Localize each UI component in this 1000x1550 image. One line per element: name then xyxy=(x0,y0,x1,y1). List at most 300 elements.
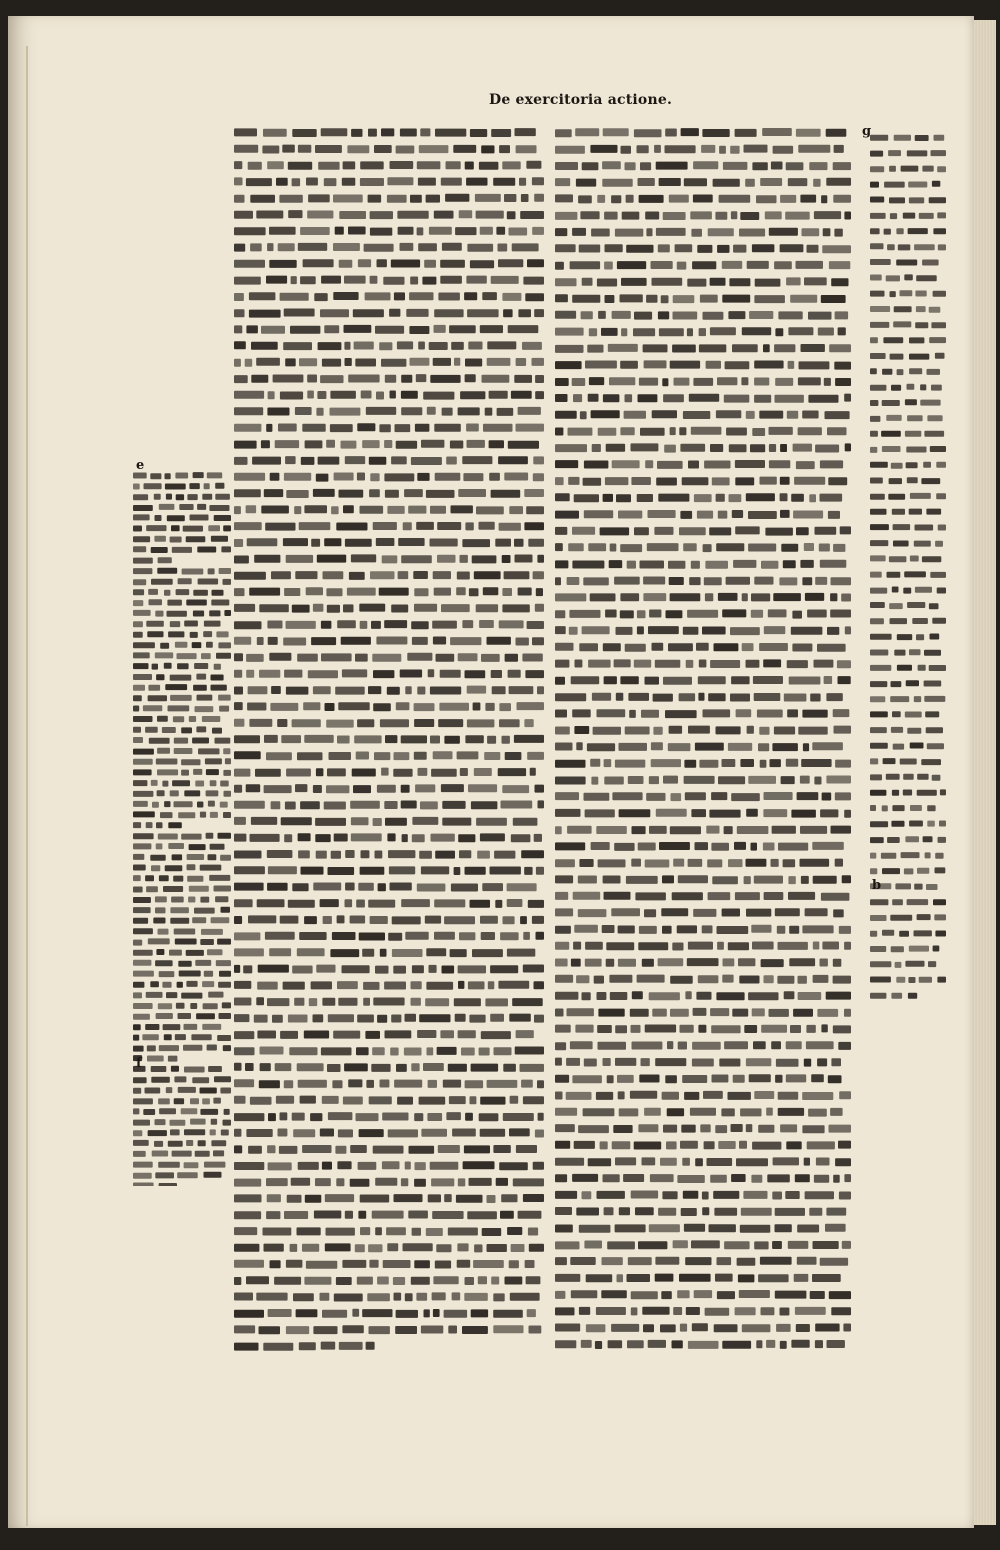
word-glyphs xyxy=(344,325,372,333)
text-line xyxy=(555,609,851,618)
word-glyphs xyxy=(304,916,317,924)
word-glyphs xyxy=(715,1125,727,1133)
word-glyphs xyxy=(638,1241,667,1249)
word-glyphs xyxy=(133,854,144,860)
word-glyphs xyxy=(133,1120,150,1126)
word-glyphs xyxy=(330,408,361,416)
word-glyphs xyxy=(433,358,451,366)
word-glyphs xyxy=(933,899,946,905)
word-glyphs xyxy=(597,992,607,1000)
word-glyphs xyxy=(453,145,476,153)
word-glyphs xyxy=(262,146,279,154)
text-line xyxy=(870,243,946,250)
word-glyphs xyxy=(681,128,699,136)
word-glyphs xyxy=(889,603,903,609)
word-glyphs xyxy=(870,259,891,265)
word-glyphs xyxy=(657,461,683,469)
word-glyphs xyxy=(904,868,914,874)
word-glyphs xyxy=(568,543,584,551)
word-glyphs xyxy=(320,1293,330,1301)
word-glyphs xyxy=(482,883,503,891)
word-glyphs xyxy=(297,654,318,662)
word-glyphs xyxy=(634,129,662,137)
word-glyphs xyxy=(209,505,229,511)
word-glyphs xyxy=(298,243,327,251)
word-glyphs xyxy=(276,1096,294,1104)
word-glyphs xyxy=(672,1340,683,1348)
word-glyphs xyxy=(619,743,648,751)
word-glyphs xyxy=(485,703,494,711)
word-glyphs xyxy=(713,1191,739,1199)
word-glyphs xyxy=(414,1179,426,1187)
text-line xyxy=(234,505,544,514)
word-glyphs xyxy=(633,328,655,336)
word-glyphs xyxy=(417,473,429,481)
word-glyphs xyxy=(870,166,884,172)
word-glyphs xyxy=(716,410,741,418)
word-glyphs xyxy=(838,327,846,335)
word-glyphs xyxy=(621,146,632,154)
word-glyphs xyxy=(370,228,392,236)
word-glyphs xyxy=(665,145,696,153)
word-glyphs xyxy=(446,161,461,169)
word-glyphs xyxy=(480,833,505,841)
word-glyphs xyxy=(491,1277,499,1285)
word-glyphs xyxy=(915,322,928,328)
word-glyphs xyxy=(663,1125,677,1133)
word-glyphs xyxy=(499,719,520,727)
word-glyphs xyxy=(282,145,295,153)
word-glyphs xyxy=(163,1024,181,1030)
word-glyphs xyxy=(740,759,754,767)
word-glyphs xyxy=(234,1079,254,1087)
word-glyphs xyxy=(502,604,529,612)
word-glyphs xyxy=(158,834,178,840)
word-glyphs xyxy=(730,694,750,702)
word-glyphs xyxy=(683,1191,699,1199)
word-glyphs xyxy=(831,1058,841,1066)
word-glyphs xyxy=(870,727,887,733)
word-glyphs xyxy=(444,1194,452,1202)
word-glyphs xyxy=(350,1145,367,1153)
word-glyphs xyxy=(658,958,684,966)
word-glyphs xyxy=(938,525,946,531)
word-glyphs xyxy=(592,444,601,452)
word-glyphs xyxy=(437,1047,457,1055)
word-glyphs xyxy=(677,1290,689,1298)
word-glyphs xyxy=(154,494,161,500)
word-glyphs xyxy=(451,884,478,892)
word-glyphs xyxy=(509,1260,519,1268)
word-glyphs xyxy=(910,556,919,562)
word-glyphs xyxy=(468,784,497,792)
word-glyphs xyxy=(430,687,461,695)
text-line xyxy=(870,946,939,953)
word-glyphs xyxy=(243,965,252,973)
word-glyphs xyxy=(337,1161,351,1169)
word-glyphs xyxy=(792,644,812,652)
word-glyphs xyxy=(663,677,692,685)
word-glyphs xyxy=(280,392,303,400)
word-glyphs xyxy=(608,344,638,352)
word-glyphs xyxy=(632,1042,663,1050)
word-glyphs xyxy=(187,494,197,500)
word-glyphs xyxy=(476,818,507,826)
word-glyphs xyxy=(780,477,790,485)
text-line xyxy=(133,960,231,967)
word-glyphs xyxy=(802,577,812,585)
word-glyphs xyxy=(476,506,504,514)
word-glyphs xyxy=(870,618,884,624)
word-glyphs xyxy=(644,1108,661,1116)
word-glyphs xyxy=(598,1009,624,1017)
word-glyphs xyxy=(744,1025,757,1033)
word-glyphs xyxy=(155,1172,174,1178)
word-glyphs xyxy=(315,145,342,153)
word-glyphs xyxy=(190,1003,197,1009)
word-glyphs xyxy=(889,166,896,172)
word-glyphs xyxy=(645,860,670,868)
word-glyphs xyxy=(368,1244,382,1252)
word-glyphs xyxy=(555,1174,567,1182)
word-glyphs xyxy=(584,1241,602,1249)
word-glyphs xyxy=(693,1008,707,1016)
word-glyphs xyxy=(339,211,366,219)
word-glyphs xyxy=(555,892,568,900)
word-glyphs xyxy=(718,1141,735,1149)
word-glyphs xyxy=(360,161,384,169)
word-glyphs xyxy=(221,907,231,913)
word-glyphs xyxy=(190,1098,199,1104)
word-glyphs xyxy=(760,760,767,768)
word-glyphs xyxy=(469,1015,485,1023)
word-glyphs xyxy=(645,1025,676,1033)
word-glyphs xyxy=(498,244,508,252)
text-line xyxy=(133,589,224,596)
word-glyphs xyxy=(234,195,245,203)
word-glyphs xyxy=(297,1063,324,1071)
word-glyphs xyxy=(339,490,364,498)
word-glyphs xyxy=(781,544,798,552)
word-glyphs xyxy=(223,770,231,776)
word-glyphs xyxy=(722,909,740,917)
word-glyphs xyxy=(323,571,344,579)
word-glyphs xyxy=(208,992,223,998)
word-glyphs xyxy=(192,642,202,648)
word-glyphs xyxy=(207,472,222,478)
word-glyphs xyxy=(491,276,519,284)
word-glyphs xyxy=(133,960,151,966)
word-glyphs xyxy=(495,539,511,547)
word-glyphs xyxy=(306,178,318,186)
word-glyphs xyxy=(870,306,890,312)
word-glyphs xyxy=(465,1080,484,1088)
word-glyphs xyxy=(579,1225,611,1233)
word-glyphs xyxy=(355,359,376,367)
word-glyphs xyxy=(519,178,526,186)
text-line xyxy=(133,1045,231,1052)
text-line xyxy=(870,602,939,609)
word-glyphs xyxy=(268,1162,292,1170)
text-line xyxy=(234,194,544,203)
word-glyphs xyxy=(640,162,651,170)
word-glyphs xyxy=(391,1015,401,1023)
word-glyphs xyxy=(735,129,757,137)
word-glyphs xyxy=(835,311,849,319)
text-line xyxy=(870,166,946,173)
word-glyphs xyxy=(401,391,418,399)
word-glyphs xyxy=(471,1064,499,1072)
word-glyphs xyxy=(903,774,914,780)
word-glyphs xyxy=(914,930,932,936)
word-glyphs xyxy=(286,621,316,629)
word-glyphs xyxy=(251,375,268,383)
word-glyphs xyxy=(405,686,411,694)
text-line xyxy=(555,244,851,253)
word-glyphs xyxy=(555,1291,565,1299)
word-glyphs xyxy=(681,1125,695,1133)
word-glyphs xyxy=(718,511,728,519)
word-glyphs xyxy=(268,866,297,874)
word-glyphs xyxy=(709,810,740,818)
word-glyphs xyxy=(511,1244,525,1252)
text-line xyxy=(870,368,940,375)
word-glyphs xyxy=(424,1309,430,1317)
word-glyphs xyxy=(487,736,496,744)
word-glyphs xyxy=(833,195,851,203)
word-glyphs xyxy=(754,395,771,403)
word-glyphs xyxy=(939,821,946,827)
word-glyphs xyxy=(415,424,430,432)
text-line xyxy=(234,1194,544,1203)
word-glyphs xyxy=(189,844,206,850)
text-line xyxy=(234,227,544,236)
word-glyphs xyxy=(909,337,924,343)
word-glyphs xyxy=(266,1211,280,1219)
word-glyphs xyxy=(555,959,568,967)
word-glyphs xyxy=(392,916,421,924)
word-glyphs xyxy=(353,309,384,317)
word-glyphs xyxy=(341,441,357,449)
word-glyphs xyxy=(133,865,146,871)
text-line xyxy=(234,1079,544,1088)
word-glyphs xyxy=(212,728,222,734)
word-glyphs xyxy=(555,493,570,501)
word-glyphs xyxy=(650,1174,674,1182)
word-glyphs xyxy=(702,1192,709,1200)
word-glyphs xyxy=(288,210,302,218)
text-line xyxy=(133,514,231,521)
text-line xyxy=(133,1119,231,1126)
word-glyphs xyxy=(728,743,752,751)
word-glyphs xyxy=(708,892,731,900)
word-glyphs xyxy=(373,998,404,1006)
word-glyphs xyxy=(830,593,837,601)
word-glyphs xyxy=(328,1112,353,1120)
text-line xyxy=(234,243,539,252)
word-glyphs xyxy=(686,660,694,668)
word-glyphs xyxy=(382,1161,400,1169)
word-glyphs xyxy=(602,179,632,187)
word-glyphs xyxy=(234,341,246,349)
text-line xyxy=(870,696,945,702)
word-glyphs xyxy=(788,876,795,884)
word-glyphs xyxy=(437,555,456,563)
word-glyphs xyxy=(731,1174,746,1182)
word-glyphs xyxy=(627,1274,651,1282)
word-glyphs xyxy=(758,1274,789,1282)
word-glyphs xyxy=(888,494,905,500)
word-glyphs xyxy=(234,604,255,612)
text-line xyxy=(234,292,544,301)
word-glyphs xyxy=(643,577,665,585)
word-glyphs xyxy=(631,859,641,867)
word-glyphs xyxy=(343,1097,363,1105)
word-glyphs xyxy=(387,506,404,514)
text-line xyxy=(870,337,946,343)
word-glyphs xyxy=(679,427,686,435)
word-glyphs xyxy=(570,261,601,269)
word-glyphs xyxy=(467,1211,497,1219)
word-glyphs xyxy=(530,768,536,776)
word-glyphs xyxy=(171,1066,179,1072)
word-glyphs xyxy=(776,1324,791,1332)
text-line xyxy=(234,669,544,678)
word-glyphs xyxy=(555,677,565,685)
word-glyphs xyxy=(145,1024,159,1030)
word-glyphs xyxy=(828,511,840,519)
word-glyphs xyxy=(215,483,224,489)
text-line xyxy=(234,637,544,646)
word-glyphs xyxy=(731,793,760,801)
word-glyphs xyxy=(234,1145,242,1153)
word-glyphs xyxy=(596,1307,626,1315)
word-glyphs xyxy=(259,1326,281,1334)
word-glyphs xyxy=(870,853,876,859)
word-glyphs xyxy=(598,1042,627,1050)
word-glyphs xyxy=(393,1277,405,1285)
word-glyphs xyxy=(215,494,230,500)
word-glyphs xyxy=(331,851,341,859)
word-glyphs xyxy=(350,916,366,924)
word-glyphs xyxy=(614,577,640,585)
word-glyphs xyxy=(722,295,750,303)
word-glyphs xyxy=(192,738,209,744)
text-line xyxy=(870,290,946,297)
text-line xyxy=(133,833,231,840)
word-glyphs xyxy=(893,744,904,750)
word-glyphs xyxy=(741,377,748,385)
word-glyphs xyxy=(304,505,327,513)
word-glyphs xyxy=(401,375,412,383)
word-glyphs xyxy=(380,949,387,957)
word-glyphs xyxy=(625,394,633,402)
word-glyphs xyxy=(177,663,189,669)
word-glyphs xyxy=(313,883,341,891)
word-glyphs xyxy=(326,1228,355,1236)
word-glyphs xyxy=(480,227,493,235)
word-glyphs xyxy=(461,1048,475,1056)
word-glyphs xyxy=(390,161,414,169)
word-glyphs xyxy=(211,536,228,542)
word-glyphs xyxy=(458,981,464,989)
word-glyphs xyxy=(584,1059,597,1067)
word-glyphs xyxy=(500,1211,514,1219)
word-glyphs xyxy=(893,524,911,530)
word-glyphs xyxy=(658,311,669,319)
word-glyphs xyxy=(266,1178,288,1186)
word-glyphs xyxy=(754,378,769,386)
word-glyphs xyxy=(407,653,432,661)
word-glyphs xyxy=(797,792,819,800)
word-glyphs xyxy=(612,311,631,319)
word-glyphs xyxy=(133,632,143,638)
word-glyphs xyxy=(234,473,265,481)
word-glyphs xyxy=(417,161,441,169)
word-glyphs xyxy=(359,1129,384,1137)
word-glyphs xyxy=(202,716,220,722)
word-glyphs xyxy=(583,478,602,486)
word-glyphs xyxy=(234,834,246,842)
word-glyphs xyxy=(710,1008,729,1016)
word-glyphs xyxy=(419,145,449,153)
word-glyphs xyxy=(608,1340,623,1348)
scan-background xyxy=(0,1530,1000,1550)
word-glyphs xyxy=(621,278,647,286)
word-glyphs xyxy=(815,1324,839,1332)
word-glyphs xyxy=(909,649,921,655)
text-line xyxy=(555,1257,848,1266)
word-glyphs xyxy=(208,801,215,807)
word-glyphs xyxy=(534,981,545,989)
word-glyphs xyxy=(801,344,825,352)
word-glyphs xyxy=(691,809,706,817)
word-glyphs xyxy=(891,727,903,733)
word-glyphs xyxy=(813,975,829,983)
word-glyphs xyxy=(555,1075,569,1083)
word-glyphs xyxy=(555,1108,577,1116)
word-glyphs xyxy=(234,1063,242,1071)
text-line xyxy=(133,599,229,606)
word-glyphs xyxy=(870,915,887,921)
word-glyphs xyxy=(757,710,783,718)
word-glyphs xyxy=(870,931,877,937)
word-glyphs xyxy=(813,876,837,884)
word-glyphs xyxy=(351,833,382,841)
word-glyphs xyxy=(778,1108,804,1116)
word-glyphs xyxy=(247,703,266,711)
word-glyphs xyxy=(882,930,894,936)
word-glyphs xyxy=(533,571,544,579)
word-glyphs xyxy=(728,942,749,950)
word-glyphs xyxy=(628,1257,652,1265)
word-glyphs xyxy=(572,1075,602,1083)
word-glyphs xyxy=(801,876,809,884)
word-glyphs xyxy=(675,244,693,252)
word-glyphs xyxy=(662,875,674,883)
word-glyphs xyxy=(931,322,946,328)
word-glyphs xyxy=(555,593,586,601)
word-glyphs xyxy=(466,424,479,432)
word-glyphs xyxy=(504,194,516,202)
word-glyphs xyxy=(435,129,466,137)
word-glyphs xyxy=(176,1003,185,1009)
word-glyphs xyxy=(418,768,428,776)
word-glyphs xyxy=(732,344,758,352)
word-glyphs xyxy=(302,1244,319,1252)
word-glyphs xyxy=(210,812,218,818)
word-glyphs xyxy=(576,1208,599,1216)
